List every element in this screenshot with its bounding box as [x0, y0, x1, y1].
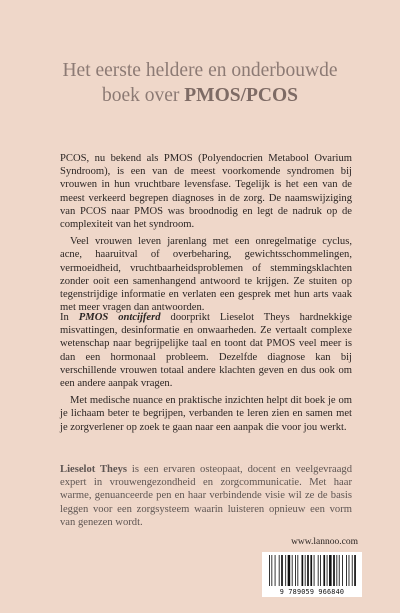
- author-bio: [60, 463, 352, 529]
- intro-section: [60, 152, 352, 314]
- barcode-bar: [281, 555, 283, 586]
- intro-paragraph-2: Veel vrouwen leven jarenlang met een onregelmatige cyclus, acne, haaruitval of overbeharing, gewichtsschommelingen, vermoeidheid, vruchtbaarheidsproblemen of stemmingsklachten zonder ooit een samenhangend antwoord te krijgen. Ze stuiten op tegenstrijdige informatie en verlaten een gesprek met hun arts vaak met meer vragen dan antwoorden.: [60, 236, 352, 314]
- intro-paragraph-1: PCOS, nu bekend als PMOS (Polyendocrien Metabool Ovarium Syndroom), is een van de meest voorkomende syndromen bij vrouwen in hun vruchtbare levensfase. Tegelijk is het een van de meest verkeerd begrepen diagnoses in de zorg. De naamswijziging van PCOS naar PMOS was broodnodig en legt de nadruk op de complexiteit van het syndroom.: [60, 153, 352, 231]
- publisher-url: www.lannoo.com: [291, 537, 358, 547]
- barcode-bar: [323, 555, 325, 586]
- barcode-bar: [295, 555, 296, 586]
- barcode-bar: [297, 555, 298, 586]
- barcode-bar: [336, 555, 337, 586]
- barcode-bar: [342, 555, 343, 586]
- barcode-bar: [349, 555, 350, 586]
- barcode-bar: [305, 555, 306, 586]
- barcode-bar: [310, 555, 312, 586]
- barcode-bar: [352, 555, 353, 586]
- headline: [30, 58, 370, 108]
- barcode-bar: [354, 555, 356, 586]
- barcode-bar: [292, 555, 293, 586]
- barcode-bar: [339, 555, 340, 586]
- barcode-bar: [318, 555, 319, 586]
- barcode-bar: [333, 555, 335, 586]
- barcode-bar: [346, 555, 347, 586]
- barcode-bar: [320, 555, 321, 586]
- author-name: Lieselot Theys: [60, 464, 128, 475]
- author-bio-text: is een ervaren osteopaat, docent en veelgevraagd expert in vrouwengezondheid en zorgcommunicatie. Met haar warme, genuanceerde pen en haar verbindende visie wil ze de basis leggen voor een zorgsysteem waarin luisteren opnieuw een vorm van genezen wordt.: [60, 464, 352, 528]
- book-paragraph-1: [60, 311, 352, 390]
- book-title: PMOS ontcijferd: [78, 312, 161, 323]
- book-section: [60, 311, 352, 434]
- barcode-bar: [269, 555, 270, 586]
- book-paragraph-2: Met medische nuance en praktische inzichten helpt dit boek je om je lichaam beter te begrijpen, verbanden te leren zien en samen met je zorgverlener op zoek te gaan naar een aanpak die voor jou werkt.: [60, 395, 352, 433]
- book-paragraph-1-pre: In: [60, 312, 79, 323]
- barcode-bar: [329, 555, 332, 586]
- headline-acronym: PMOS/PCOS: [184, 85, 299, 106]
- barcode-bar: [302, 555, 304, 586]
- barcode-bar: [307, 555, 309, 586]
- barcode-bar: [288, 555, 291, 586]
- headline-line-2-text: boek over: [101, 85, 185, 106]
- barcode-bar: [271, 555, 272, 586]
- barcode-bar: [285, 555, 286, 586]
- barcode-bar: [314, 555, 315, 586]
- isbn-barcode: [262, 552, 362, 597]
- barcode-bars: [268, 555, 356, 586]
- headline-line-2: [30, 83, 370, 108]
- author-section: [60, 463, 352, 529]
- book-paragraph-1-post: doorprikt Lieselot Theys hardnekkige misvattingen, desinformatie en onwaarheden. Ze vertaalt complexe wetenschap naar begrijpelijke taal en toont dat PMOS veel meer is dan een hormonaal probleem. Dezelfde diagnose kan bij verschillende vrouwen totaal andere klachten geven en dus ook om een andere aanpak vragen.: [60, 312, 353, 390]
- barcode-bar: [279, 555, 280, 586]
- isbn-number: 9 789059 966840: [279, 588, 345, 596]
- barcode-bar: [275, 555, 276, 586]
- barcode-bar: [327, 555, 328, 586]
- headline-line-1: Het eerste heldere en onderbouwde: [62, 60, 338, 81]
